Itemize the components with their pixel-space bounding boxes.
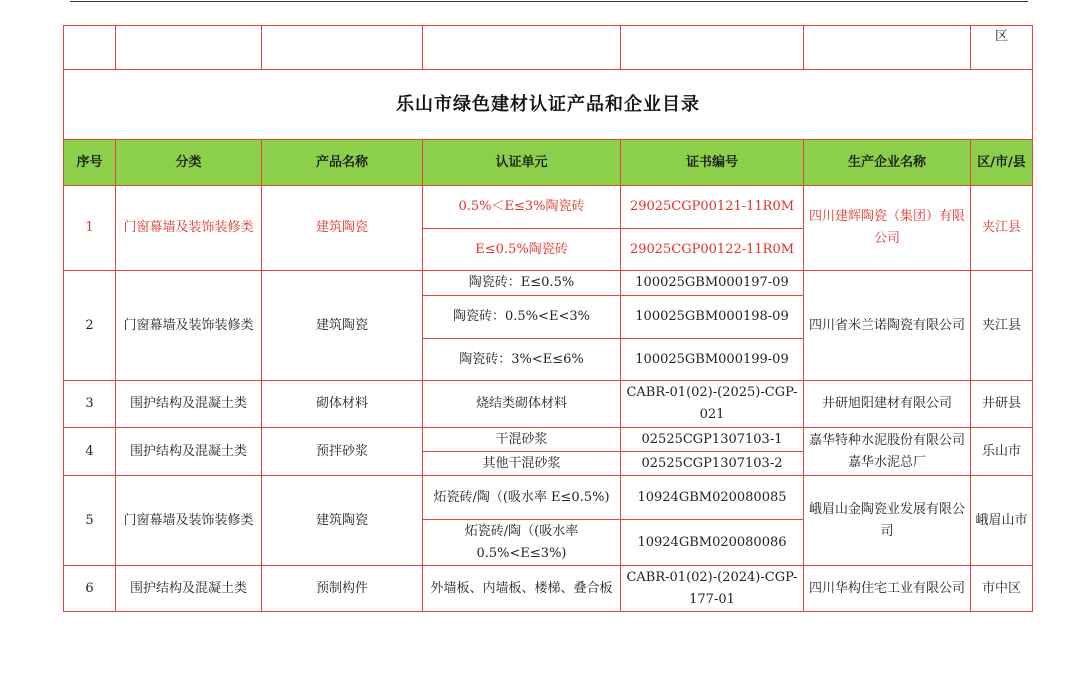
row-company: 四川华构住宅工业有限公司: [804, 566, 971, 612]
row-product: 建筑陶瓷: [262, 476, 423, 566]
row-unit: 陶瓷砖：3%<E≤6%: [423, 339, 621, 381]
row-cert: 29025CGP00121-11R0M: [621, 186, 804, 229]
table-row: [64, 381, 1033, 428]
stub-cell: [621, 26, 804, 70]
table-row: [64, 566, 1033, 612]
table-row: [64, 271, 1033, 296]
row-cert: 02525CGP1307103-1: [621, 428, 804, 452]
row-unit: 外墙板、内墙板、楼梯、叠合板: [423, 566, 621, 612]
stub-cell: [262, 26, 423, 70]
row-unit: E≤0.5%陶瓷砖: [423, 229, 621, 271]
row-cert: 10924GBM020080086: [621, 520, 804, 566]
page-top-rule: [70, 1, 1028, 2]
catalog-table: [63, 25, 1033, 612]
row-district: 市中区: [971, 566, 1033, 612]
row-unit: 炻瓷砖/陶（(吸水率 0.5%<E≤3%): [423, 520, 621, 566]
stub-cell: [804, 26, 971, 70]
row-product: 建筑陶瓷: [262, 271, 423, 381]
row-no: 4: [64, 428, 116, 476]
row-cert: 100025GBM000198-09: [621, 296, 804, 339]
row-company: 井研旭阳建材有限公司: [804, 381, 971, 428]
row-product: 预拌砂浆: [262, 428, 423, 476]
table-row: [64, 476, 1033, 520]
row-company: 嘉华特种水泥股份有限公司嘉华水泥总厂: [804, 428, 971, 476]
stub-district-cell: 区: [971, 26, 1033, 70]
row-district: 井研县: [971, 381, 1033, 428]
row-unit: 炻瓷砖/陶（(吸水率 E≤0.5%): [423, 476, 621, 520]
row-unit: 干混砂浆: [423, 428, 621, 452]
row-no: 1: [64, 186, 116, 271]
row-unit: 其他干混砂浆: [423, 452, 621, 476]
row-no: 3: [64, 381, 116, 428]
row-unit: 陶瓷砖：E≤0.5%: [423, 271, 621, 296]
header-cert: 证书编号: [621, 140, 804, 186]
row-cert: CABR-01(02)-(2025)-CGP-021: [621, 381, 804, 428]
row-district: 夹江县: [971, 186, 1033, 271]
previous-page-stub-row: [64, 26, 1033, 70]
row-district: 峨眉山市: [971, 476, 1033, 566]
row-product: 砌体材料: [262, 381, 423, 428]
row-cert: 100025GBM000197-09: [621, 271, 804, 296]
row-cert: 02525CGP1307103-2: [621, 452, 804, 476]
page-title: 乐山市绿色建材认证产品和企业目录: [64, 70, 1033, 140]
row-no: 6: [64, 566, 116, 612]
row-unit: 陶瓷砖：0.5%<E<3%: [423, 296, 621, 339]
row-district: 夹江县: [971, 271, 1033, 381]
row-company: 峨眉山金陶瓷业发展有限公司: [804, 476, 971, 566]
row-cert: 10924GBM020080085: [621, 476, 804, 520]
stub-cell: [64, 26, 116, 70]
stub-cell: [116, 26, 262, 70]
title-row: [64, 70, 1033, 140]
row-company: 四川省米兰诺陶瓷有限公司: [804, 271, 971, 381]
row-category: 门窗幕墙及装饰装修类: [116, 186, 262, 271]
row-product: 预制构件: [262, 566, 423, 612]
row-unit: 0.5%＜E≤3%陶瓷砖: [423, 186, 621, 229]
header-row: [64, 140, 1033, 186]
row-category: 门窗幕墙及装饰装修类: [116, 476, 262, 566]
header-product: 产品名称: [262, 140, 423, 186]
row-company: 四川建辉陶瓷（集团）有限公司: [804, 186, 971, 271]
row-district: 乐山市: [971, 428, 1033, 476]
row-category: 围护结构及混凝土类: [116, 566, 262, 612]
row-product: 建筑陶瓷: [262, 186, 423, 271]
header-company: 生产企业名称: [804, 140, 971, 186]
row-unit: 烧结类砌体材料: [423, 381, 621, 428]
row-category: 围护结构及混凝土类: [116, 381, 262, 428]
header-no: 序号: [64, 140, 116, 186]
row-cert: CABR-01(02)-(2024)-CGP-177-01: [621, 566, 804, 612]
row-no: 5: [64, 476, 116, 566]
row-cert: 29025CGP00122-11R0M: [621, 229, 804, 271]
row-no: 2: [64, 271, 116, 381]
table-row: [64, 428, 1033, 452]
header-district: 区/市/县: [971, 140, 1033, 186]
stub-cell: [423, 26, 621, 70]
header-unit: 认证单元: [423, 140, 621, 186]
row-category: 门窗幕墙及装饰装修类: [116, 271, 262, 381]
row-cert: 100025GBM000199-09: [621, 339, 804, 381]
row-category: 围护结构及混凝土类: [116, 428, 262, 476]
table-row: [64, 186, 1033, 229]
header-category: 分类: [116, 140, 262, 186]
